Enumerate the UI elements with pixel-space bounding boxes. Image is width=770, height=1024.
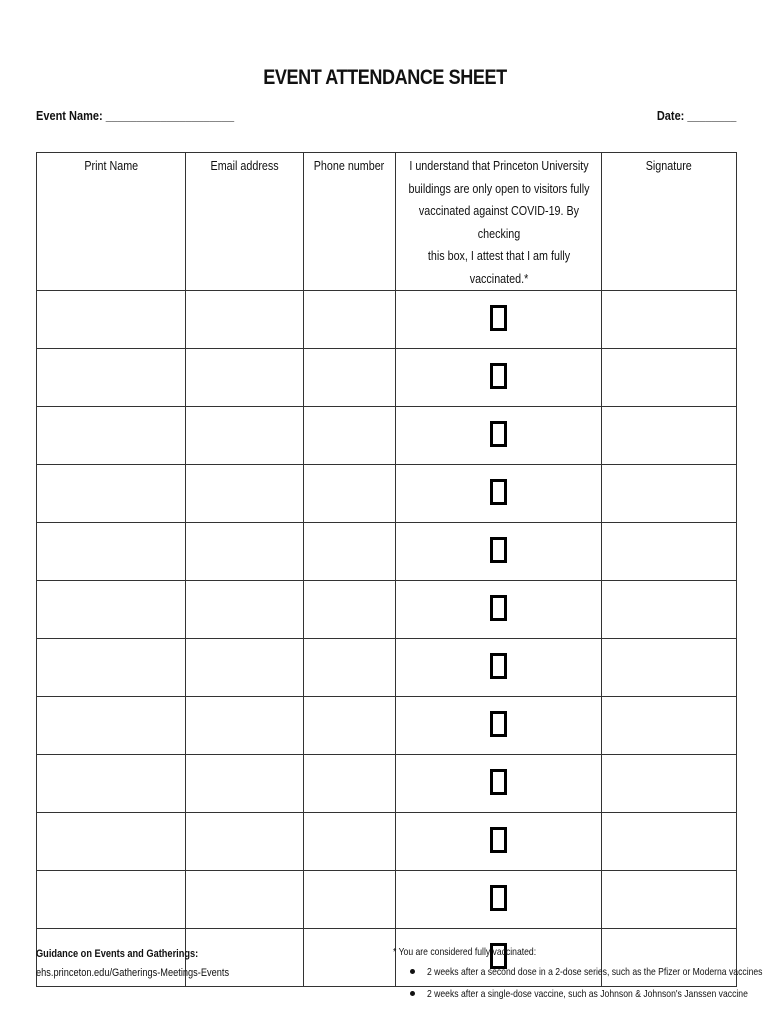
- attestation-cell[interactable]: [396, 291, 602, 349]
- attestation-checkbox[interactable]: [490, 653, 507, 679]
- print-name-cell[interactable]: [37, 755, 186, 813]
- email-cell[interactable]: [186, 291, 304, 349]
- header-signature: Signature: [602, 153, 737, 291]
- attestation-checkbox[interactable]: [490, 885, 507, 911]
- header-attestation: [396, 153, 602, 291]
- attestation-cell[interactable]: [396, 349, 602, 407]
- table-row: [37, 523, 737, 581]
- guidance-link[interactable]: ehs.princeton.edu/Gatherings-Meetings-Events: [36, 967, 230, 979]
- attestation-checkbox[interactable]: [490, 711, 507, 737]
- attestation-cell[interactable]: [396, 523, 602, 581]
- phone-cell[interactable]: [304, 523, 396, 581]
- date-field[interactable]: Date: ________: [656, 109, 736, 123]
- attendance-table: [36, 152, 737, 987]
- phone-cell[interactable]: [304, 929, 396, 987]
- print-name-cell[interactable]: [37, 291, 186, 349]
- phone-cell[interactable]: [304, 697, 396, 755]
- print-name-cell[interactable]: [37, 871, 186, 929]
- signature-cell[interactable]: [602, 813, 737, 871]
- list-item: 2 weeks after a second dose in a 2-dose series, such as the Pfizer or Moderna vaccines: [410, 965, 770, 987]
- guidance-title: Guidance on Events and Gatherings:: [36, 948, 199, 960]
- phone-cell[interactable]: [304, 755, 396, 813]
- email-cell[interactable]: [186, 755, 304, 813]
- email-cell[interactable]: [186, 697, 304, 755]
- phone-cell[interactable]: [304, 581, 396, 639]
- attestation-line: I understand that Princeton University: [409, 159, 589, 173]
- attestation-cell[interactable]: [396, 639, 602, 697]
- bullet-icon: [410, 991, 415, 996]
- attestation-line: this box, I attest that I am fully vaccinated.*: [427, 249, 571, 286]
- attestation-cell[interactable]: [396, 697, 602, 755]
- vaccination-criteria-list: [410, 965, 770, 1009]
- attestation-checkbox[interactable]: [490, 479, 507, 505]
- signature-cell[interactable]: [602, 349, 737, 407]
- email-cell[interactable]: [186, 813, 304, 871]
- attestation-checkbox[interactable]: [490, 305, 507, 331]
- header-email: Email address: [186, 153, 304, 291]
- vaccination-note: * You are considered fully vaccinated:: [393, 946, 537, 958]
- attestation-checkbox[interactable]: [490, 363, 507, 389]
- signature-cell[interactable]: [602, 871, 737, 929]
- phone-cell[interactable]: [304, 349, 396, 407]
- table-row: [37, 349, 737, 407]
- email-cell[interactable]: [186, 349, 304, 407]
- signature-cell[interactable]: [602, 465, 737, 523]
- attestation-cell[interactable]: [396, 755, 602, 813]
- print-name-cell[interactable]: [37, 697, 186, 755]
- email-cell[interactable]: [186, 639, 304, 697]
- table-header-row: [37, 153, 737, 291]
- table-row: [37, 871, 737, 929]
- attestation-checkbox[interactable]: [490, 421, 507, 447]
- event-name-field[interactable]: Event Name: _____________________: [36, 109, 235, 123]
- signature-cell[interactable]: [602, 755, 737, 813]
- print-name-cell[interactable]: [37, 813, 186, 871]
- attestation-cell[interactable]: [396, 465, 602, 523]
- header-print-name: Print Name: [37, 153, 186, 291]
- attestation-cell[interactable]: [396, 581, 602, 639]
- table-row: [37, 697, 737, 755]
- bullet-icon: [410, 969, 415, 974]
- phone-cell[interactable]: [304, 465, 396, 523]
- phone-cell[interactable]: [304, 871, 396, 929]
- email-cell[interactable]: [186, 407, 304, 465]
- print-name-cell[interactable]: [37, 465, 186, 523]
- header-phone: Phone number: [304, 153, 396, 291]
- attestation-cell[interactable]: [396, 813, 602, 871]
- table-row: [37, 465, 737, 523]
- print-name-cell[interactable]: [37, 523, 186, 581]
- table-row: [37, 639, 737, 697]
- signature-cell[interactable]: [602, 407, 737, 465]
- signature-cell[interactable]: [602, 523, 737, 581]
- signature-cell[interactable]: [602, 697, 737, 755]
- phone-cell[interactable]: [304, 407, 396, 465]
- attestation-checkbox[interactable]: [490, 595, 507, 621]
- page-title: EVENT ATTENDANCE SHEET: [263, 66, 507, 89]
- phone-cell[interactable]: [304, 813, 396, 871]
- print-name-cell[interactable]: [37, 349, 186, 407]
- print-name-cell[interactable]: [37, 581, 186, 639]
- email-cell[interactable]: [186, 465, 304, 523]
- attestation-line: buildings are only open to visitors fully: [408, 181, 590, 196]
- attestation-checkbox[interactable]: [490, 769, 507, 795]
- attestation-checkbox[interactable]: [490, 537, 507, 563]
- list-item: 2 weeks after a single-dose vaccine, such as Johnson & Johnson's Janssen vaccine: [410, 987, 770, 1009]
- phone-cell[interactable]: [304, 639, 396, 697]
- table-row: [37, 581, 737, 639]
- table-row: [37, 813, 737, 871]
- signature-cell[interactable]: [602, 291, 737, 349]
- attestation-cell[interactable]: [396, 407, 602, 465]
- print-name-cell[interactable]: [37, 639, 186, 697]
- attestation-line: vaccinated against COVID-19. By checking: [418, 204, 580, 241]
- table-row: [37, 755, 737, 813]
- table-row: [37, 291, 737, 349]
- attestation-checkbox[interactable]: [490, 827, 507, 853]
- table-row: [37, 407, 737, 465]
- print-name-cell[interactable]: [37, 407, 186, 465]
- attestation-cell[interactable]: [396, 871, 602, 929]
- email-cell[interactable]: [186, 871, 304, 929]
- email-cell[interactable]: [186, 581, 304, 639]
- phone-cell[interactable]: [304, 291, 396, 349]
- signature-cell[interactable]: [602, 639, 737, 697]
- email-cell[interactable]: [186, 523, 304, 581]
- signature-cell[interactable]: [602, 581, 737, 639]
